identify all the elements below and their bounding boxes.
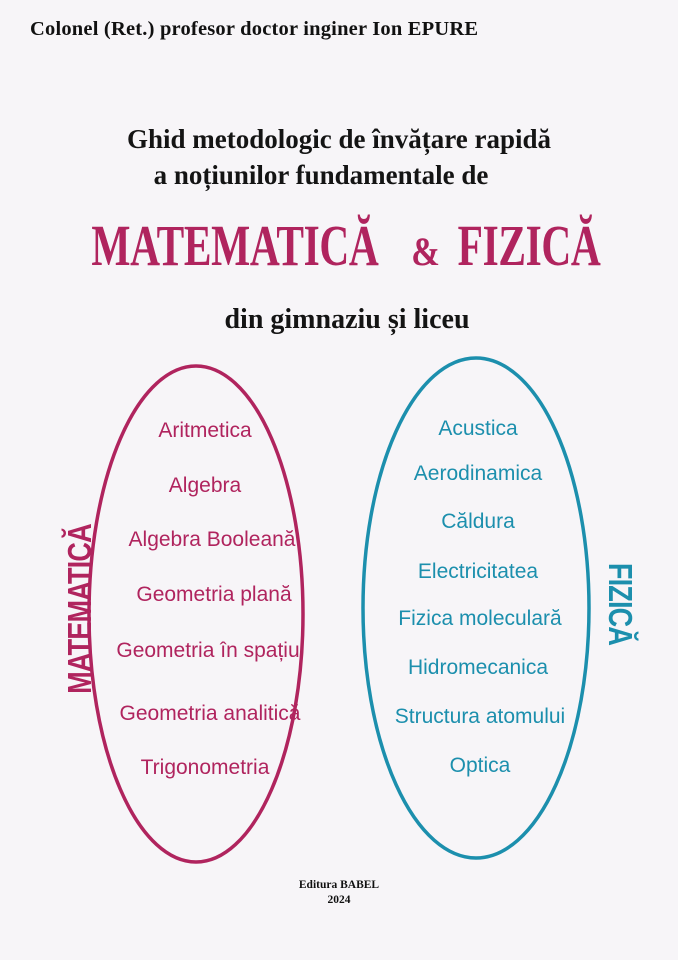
publisher-name: Editura BABEL xyxy=(298,879,380,891)
math-vertical-label: MATEMATICĂ xyxy=(61,524,98,694)
physics-topic: Optica xyxy=(449,754,511,777)
math-topic: Geometria analitică xyxy=(119,702,301,725)
author-line: Colonel (Ret.) profesor doctor inginer Ion EPURE xyxy=(30,18,479,40)
math-topic: Algebra xyxy=(168,474,242,497)
title-ampersand: & xyxy=(411,229,441,274)
publication-year: 2024 xyxy=(327,894,351,906)
title-physics: FIZICĂ xyxy=(458,213,602,278)
physics-topic: Căldura xyxy=(441,510,515,533)
math-topic: Geometria în spațiu xyxy=(116,639,300,662)
subtitle-line-2: a noțiunilor fundamentale de xyxy=(153,160,489,190)
subtitle-line-1: Ghid metodologic de învățare rapidă xyxy=(126,124,551,154)
math-topic: Geometria plană xyxy=(136,583,292,606)
physics-topic: Electricitatea xyxy=(417,560,539,583)
physics-topic: Aerodinamica xyxy=(413,462,543,485)
physics-topic: Acustica xyxy=(438,417,518,440)
physics-topic: Structura atomului xyxy=(394,705,566,728)
physics-topic: Fizica moleculară xyxy=(398,607,562,630)
math-topic: Algebra Booleană xyxy=(128,528,296,551)
physics-vertical-label: FIZICĂ xyxy=(602,562,639,646)
subtitle-line-3: din gimnaziu și liceu xyxy=(224,304,470,335)
math-topic: Aritmetica xyxy=(158,419,252,442)
title-mathematics: MATEMATICĂ xyxy=(91,213,379,278)
math-topic: Trigonometria xyxy=(140,756,270,779)
physics-topic: Hidromecanica xyxy=(407,656,549,679)
